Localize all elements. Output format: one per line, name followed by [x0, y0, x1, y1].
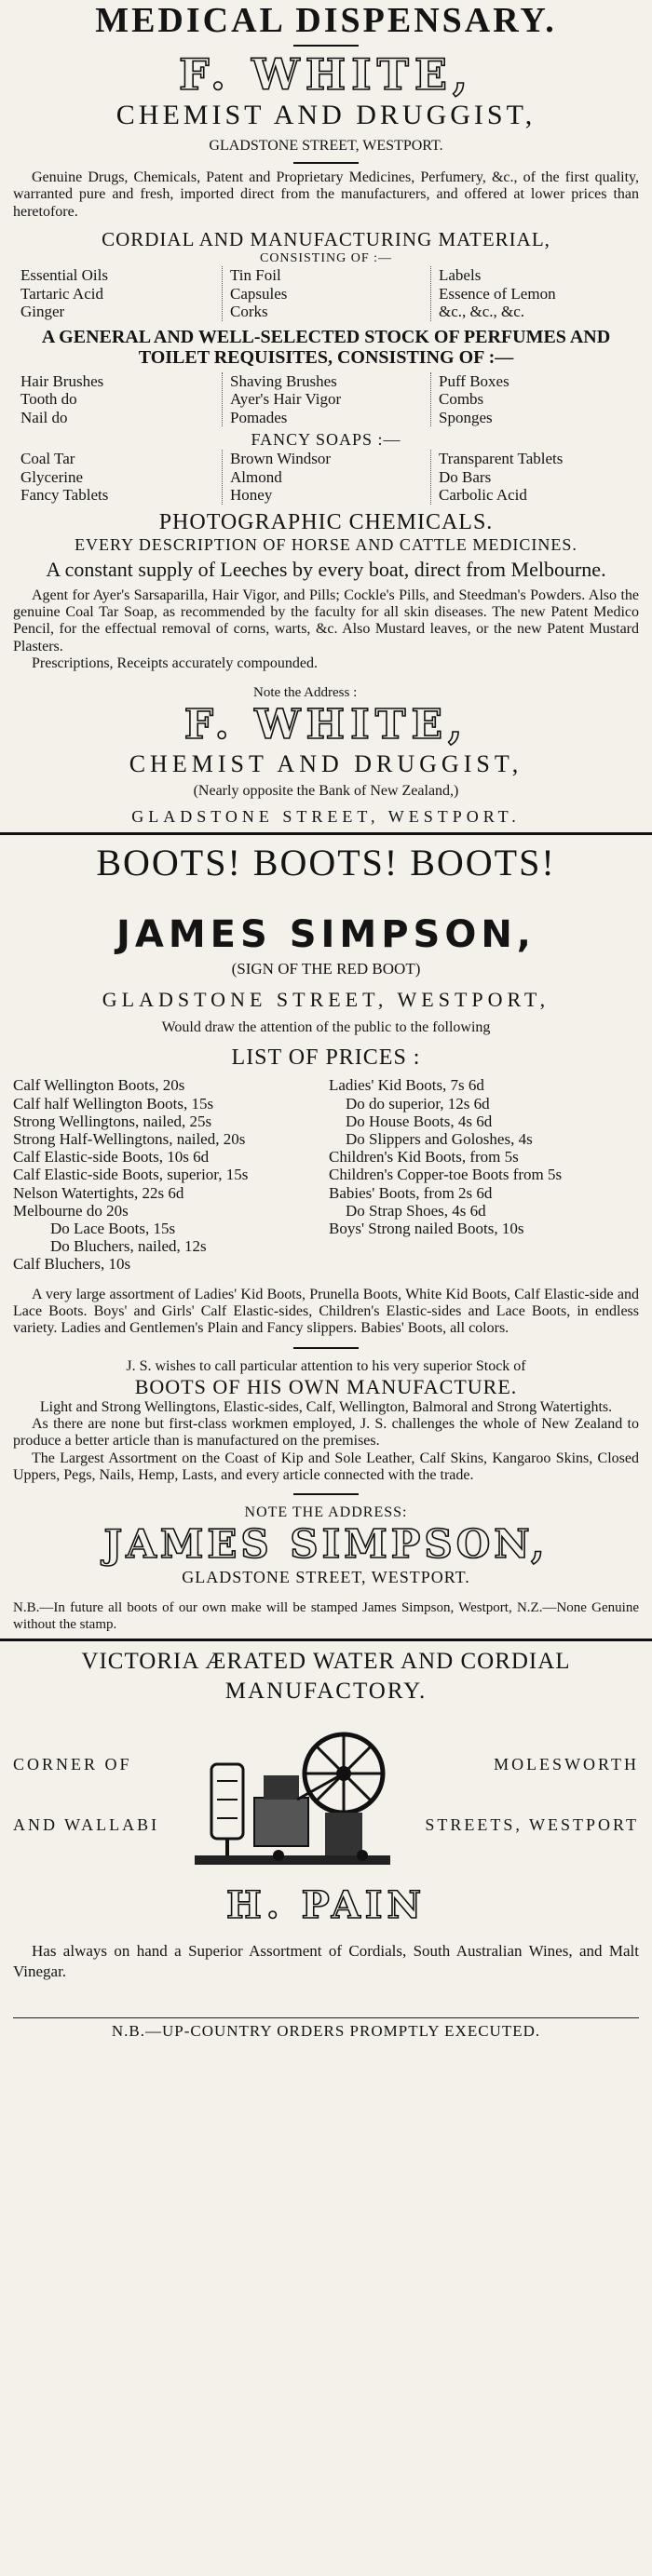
divider — [293, 1493, 359, 1495]
list-item: Almond — [230, 467, 282, 486]
list-item: Pomades — [230, 408, 288, 426]
list-item: Transparent Tablets — [439, 450, 564, 468]
wishes-line: J. S. wishes to call particular attention to his very superior Stock of — [126, 1357, 526, 1374]
light-strong-line: Light and Strong Wellingtons, Elastic-sides, Calf, Wellington, Balmoral and Strong Watertights. — [39, 1398, 613, 1415]
chemist-name: F. WHITE, — [178, 49, 473, 100]
chemist-address: GLADSTONE STREET, WESTPORT. — [209, 138, 443, 154]
list-item: Shaving Brushes — [230, 371, 337, 390]
cordial-heading-line1: VICTORIA ÆRATED WATER AND CORDIAL — [81, 1648, 571, 1674]
factory-block — [13, 1706, 639, 1883]
consisting-label: CONSISTING OF :— — [259, 251, 392, 266]
list-item: Sponges — [439, 408, 493, 426]
price-item: Do House Boots, 4s 6d — [346, 1112, 493, 1130]
price-item: Do Bluchers, nailed, 12s — [50, 1237, 207, 1256]
divider — [293, 1347, 359, 1349]
assortment-paragraph: A very large assortment of Ladies' Kid Boots, Prunella Boots, White Kid Boots, Calf Elastic-side and Lace Boots. Boys' and Girls' Calf Elastic-sides, Children's Elastic-sides and Lace Boots, in endless variety. Ladies and Gentlemen's Plain and Fancy slippers. Babies' Boots, all colors. — [13, 1286, 639, 1337]
note-address-label: Note the Address : — [253, 685, 358, 701]
list-column — [222, 372, 430, 427]
fancy-soaps-heading: FANCY SOAPS :— — [251, 430, 401, 450]
price-item: Calf Elastic-side Boots, superior, 15s — [13, 1166, 249, 1184]
list-item: Tooth do — [20, 390, 77, 409]
price-item: Calf half Wellington Boots, 15s — [13, 1094, 214, 1113]
list-column — [13, 450, 222, 505]
shoemaker-name-repeat: JAMES SIMPSON, — [103, 1521, 549, 1568]
list-item: Fancy Tablets — [20, 486, 109, 505]
list-item: Capsules — [230, 284, 288, 303]
dispensary-ad — [13, 0, 639, 827]
boots-ad — [13, 841, 639, 1632]
own-manufacture-heading: BOOTS OF HIS OWN MANUFACTURE. — [134, 1374, 518, 1398]
list-item: Do Bars — [439, 467, 492, 486]
list-item: Brown Windsor — [230, 450, 332, 468]
dispensary-intro: Genuine Drugs, Chemicals, Patent and Proprietary Medicines, Perfumery, &c., of the first quality, warranted pure and fresh, imported direct from the manufacturers, and offered at lower prices than heretofore. — [13, 169, 639, 220]
molesworth-label: MOLESWORTH — [494, 1754, 639, 1774]
largest-assortment-paragraph: The Largest Assortment on the Coast of Kip and Sole Leather, Calf Skins, Kangaroo Skins, Closed Uppers, Pegs, Nails, Hemp, Lasts, and every article connected with the trade. — [13, 1450, 639, 1483]
price-item: Strong Wellingtons, nailed, 25s — [13, 1112, 212, 1130]
divider — [293, 45, 359, 47]
shoemaker-address-repeat: GLADSTONE STREET, WESTPORT. — [182, 1568, 470, 1587]
agent-paragraph: Agent for Ayer's Sarsaparilla, Hair Vigor, and Pills; Cockle's Pills, and Steedman's Powders. Also the genuine Coal Tar Soap, as recommended by the faculty for all skin diseases. The new Patent Medico Pencil, for the effectual removal of corns, warts, &c. Also Mustard leaves, or the new Patent Mustard Plasters. — [13, 587, 639, 654]
list-item: Ayer's Hair Vigor — [230, 390, 342, 409]
stamp-notice: N.B.—In future all boots of our own make will be stamped James Simpson, Westport, N.Z.—None Genuine without the stamp. — [13, 1600, 639, 1632]
leeches-notice: A constant supply of Leeches by every boat, direct from Melbourne. — [46, 557, 606, 581]
cordial-heading-line2: MANUFACTORY. — [224, 1678, 428, 1704]
chemist-name-repeat: F. WHITE, — [183, 701, 469, 749]
red-boot-sign: (SIGN OF THE RED BOOT) — [231, 960, 421, 978]
boots-heading: BOOTS! BOOTS! BOOTS! — [96, 842, 556, 884]
list-item: Carbolic Acid — [439, 486, 527, 505]
price-item: Do Slippers and Goloshes, 4s — [346, 1130, 533, 1149]
list-item: Coal Tar — [20, 450, 75, 468]
address-left — [13, 1734, 159, 1855]
stock-paragraph: Has always on hand a Superior Assortment of Cordials, South Australian Wines, and Malt Vinegar. — [13, 1941, 639, 1980]
fancy-soaps-list — [13, 450, 639, 505]
machinery-illustration — [185, 1716, 400, 1874]
list-item: Puff Boxes — [439, 371, 509, 390]
toilet-requisites-heading: A GENERAL AND WELL-SELECTED STOCK OF PERFUMES AND TOILET REQUISITES, CONSISTING OF :— — [41, 326, 611, 369]
chemist-address-repeat: GLADSTONE STREET, WESTPORT. — [131, 807, 521, 827]
list-item: Essence of Lemon — [439, 284, 556, 303]
horse-cattle-heading: EVERY DESCRIPTION OF HORSE AND CATTLE MEDICINES. — [75, 534, 577, 554]
list-item: Combs — [439, 390, 484, 409]
price-list-heading: LIST OF PRICES : — [231, 1045, 421, 1071]
list-item: Corks — [230, 303, 268, 321]
photographic-heading: PHOTOGRAPHIC CHEMICALS. — [158, 509, 494, 534]
toilet-requisites-list — [13, 372, 639, 427]
workmen-paragraph: As there are none but first-class workmen employed, J. S. challenges the whole of New Zealand to produce a better article than is manufactured on the premises. — [13, 1415, 639, 1450]
cordial-material-list — [13, 266, 639, 321]
price-item: Boys' Strong nailed Boots, 10s — [329, 1220, 524, 1238]
list-column — [430, 372, 639, 427]
manufacturer-name: H. PAIN — [225, 1882, 427, 1927]
list-item: Essential Oils — [20, 266, 108, 285]
shoemaker-name: JAMES SIMPSON, — [116, 913, 536, 957]
list-item: Glycerine — [20, 467, 84, 486]
list-item: Labels — [439, 266, 482, 285]
price-item: Babies' Boots, from 2s 6d — [329, 1183, 493, 1202]
list-item: Hair Brushes — [20, 371, 104, 390]
divider — [293, 162, 359, 164]
price-column-left — [13, 1076, 323, 1273]
cordial-material-heading: CORDIAL AND MANUFACTURING MATERIAL, — [102, 228, 550, 251]
list-column — [13, 266, 222, 321]
price-item: Do Lace Boots, 15s — [50, 1220, 176, 1238]
list-column — [222, 266, 430, 321]
price-item: Do do superior, 12s 6d — [346, 1094, 490, 1113]
up-country-notice: N.B.—UP-COUNTRY ORDERS PROMPTLY EXECUTED. — [111, 2022, 541, 2041]
list-item: Nail do — [20, 408, 68, 426]
price-item: Strong Half-Wellingtons, nailed, 20s — [13, 1130, 246, 1149]
note-address-label: NOTE THE ADDRESS: — [244, 1504, 408, 1521]
price-item: Do Strap Shoes, 4s 6d — [346, 1201, 486, 1220]
ad-separator — [0, 1639, 652, 1641]
attention-line: Would draw the attention of the public to the following — [161, 1019, 491, 1036]
list-item: Tartaric Acid — [20, 284, 103, 303]
streets-westport-label: STREETS, WESTPORT — [425, 1814, 639, 1834]
list-column — [222, 450, 430, 505]
bank-note: (Nearly opposite the Bank of New Zealand,) — [193, 783, 459, 800]
chemist-trade: CHEMIST AND DRUGGIST, — [115, 100, 537, 130]
divider — [13, 2017, 639, 2018]
price-item: Children's Copper-toe Boots from 5s — [329, 1166, 563, 1184]
list-item: Tin Foil — [230, 266, 281, 285]
address-right — [425, 1734, 639, 1855]
corner-of-label: CORNER OF — [13, 1754, 132, 1774]
price-item: Calf Bluchers, 10s — [13, 1255, 131, 1274]
chemist-trade-repeat: CHEMIST AND DRUGGIST, — [129, 750, 523, 778]
list-item: Ginger — [20, 303, 65, 321]
price-item: Calf Elastic-side Boots, 10s 6d — [13, 1148, 210, 1167]
list-item: &c., &c., &c. — [439, 303, 525, 321]
price-item: Children's Kid Boots, from 5s — [329, 1148, 519, 1167]
list-column — [430, 266, 639, 321]
price-item: Ladies' Kid Boots, 7s 6d — [329, 1076, 484, 1095]
prescriptions-line: Prescriptions, Receipts accurately compounded. — [32, 655, 319, 672]
price-item: Calf Wellington Boots, 20s — [13, 1076, 185, 1095]
ad-separator — [0, 832, 652, 835]
price-column-right — [329, 1076, 639, 1273]
price-item: Melbourne do 20s — [13, 1201, 129, 1220]
and-wallabi-label: AND WALLABI — [13, 1814, 160, 1834]
cordial-ad — [13, 1647, 639, 2041]
list-column — [430, 450, 639, 505]
list-column — [13, 372, 222, 427]
price-item: Nelson Watertights, 22s 6d — [13, 1183, 184, 1202]
list-item: Honey — [230, 486, 273, 505]
dispensary-heading: MEDICAL DISPENSARY. — [95, 1, 557, 40]
shoemaker-address: GLADSTONE STREET, WESTPORT, — [102, 988, 550, 1012]
price-list — [13, 1076, 639, 1273]
